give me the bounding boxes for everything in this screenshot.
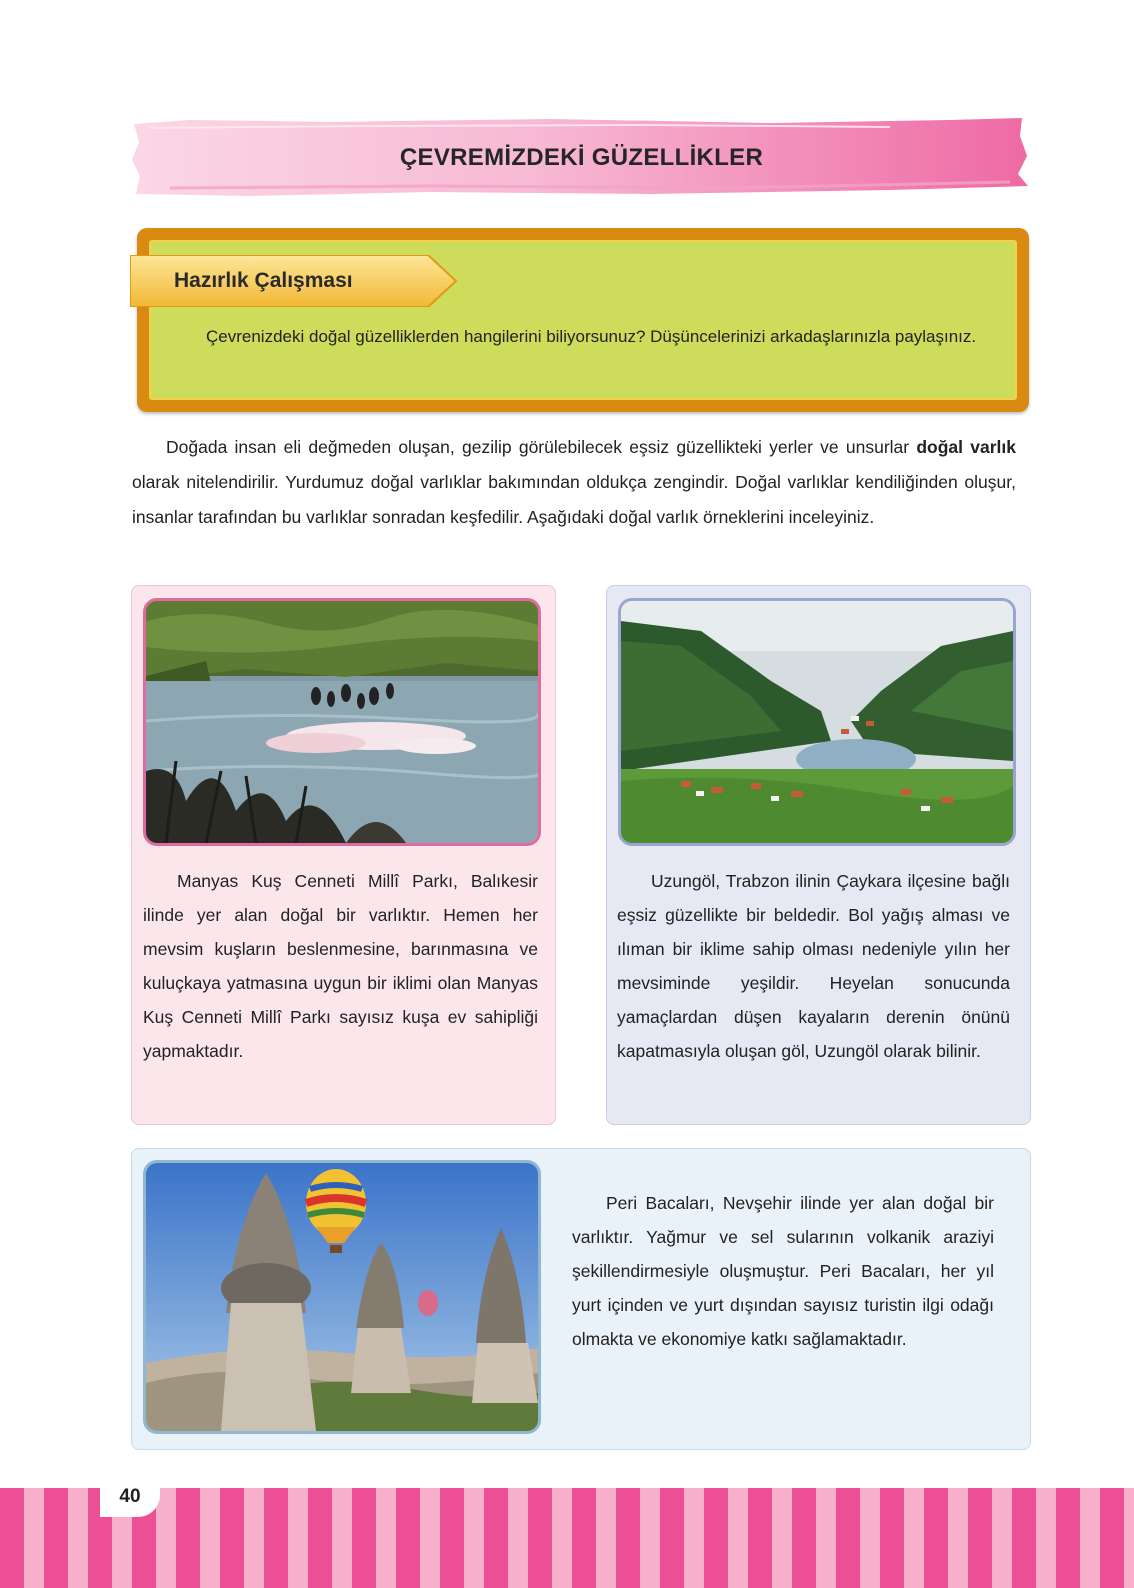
manyas-text: Manyas Kuş Cenneti Millî Parkı, Balıkesir ilinde yer alan doğal bir varlıktır. Hemen her mevsim kuşların beslenmesine, barınmasına ve kuluçkaya yatmasına uygun bir iklimi olan Manyas Kuş Cenneti Millî Parkı sayısız kuşa ev sahipliği yapmaktadır. bbox=[143, 871, 538, 1061]
intro-text-1: Doğada insan eli değmeden oluşan, gezilip görülebilecek eşsiz güzellikteki yerler ve unsurlar bbox=[166, 437, 917, 457]
fairy-chimneys-text: Peri Bacaları, Nevşehir ilinde yer alan doğal bir varlıktır. Yağmur ve sel sularının volkanik araziyi şekillendirmesiyle oluşmuştur. Peri Bacaları, her yıl yurt içinden ve yurt dışından sayısız turistin ilgi odağı olmakta ve ekonomiye katkı sağlamaktadır. bbox=[572, 1193, 994, 1349]
intro-text-2: olarak nitelendirilir. Yurdumuz doğal varlıklar bakımından oldukça zengindir. Doğal varlıklar kendiliğinden oluşur, insanlar tarafından bu varlıklar sonradan keşfedilir. Aşağıdaki doğal varlık örneklerini inceleyiniz. bbox=[132, 472, 1016, 527]
title-banner bbox=[130, 116, 1033, 200]
prep-heading: Hazırlık Çalışması bbox=[174, 269, 353, 292]
prep-text: Çevrenizdeki doğal güzelliklerden hangilerini biliyorsunuz? Düşüncelerinizi arkadaşlarınızla paylaşınız. bbox=[206, 327, 977, 346]
uzungol-lake-photo bbox=[618, 598, 1016, 846]
footer-stripes bbox=[0, 1488, 1134, 1588]
fairy-chimneys-photo bbox=[143, 1160, 541, 1434]
page-title: ÇEVREMİZDEKİ GÜZELLİKLER bbox=[399, 144, 764, 171]
prep-heading-tab bbox=[130, 255, 460, 307]
page-number: 40 bbox=[100, 1477, 160, 1517]
uzungol-text: Uzungöl, Trabzon ilinin Çaykara ilçesine bağlı eşsiz güzellikte bir beldedir. Bol yağış alması ve ılıman bir iklime sahip olması nedeniyle yılın her mevsiminde yeşildir. Heyelan sonucunda yamaçlardan düşen kayaların derenin önünü kapatmasıyla oluşan göl, Uzungöl olarak bilinir. bbox=[617, 871, 1010, 1061]
intro-paragraph bbox=[132, 430, 1016, 535]
manyas-bird-sanctuary-photo bbox=[143, 598, 541, 846]
intro-bold-term: doğal varlık bbox=[916, 437, 1016, 457]
